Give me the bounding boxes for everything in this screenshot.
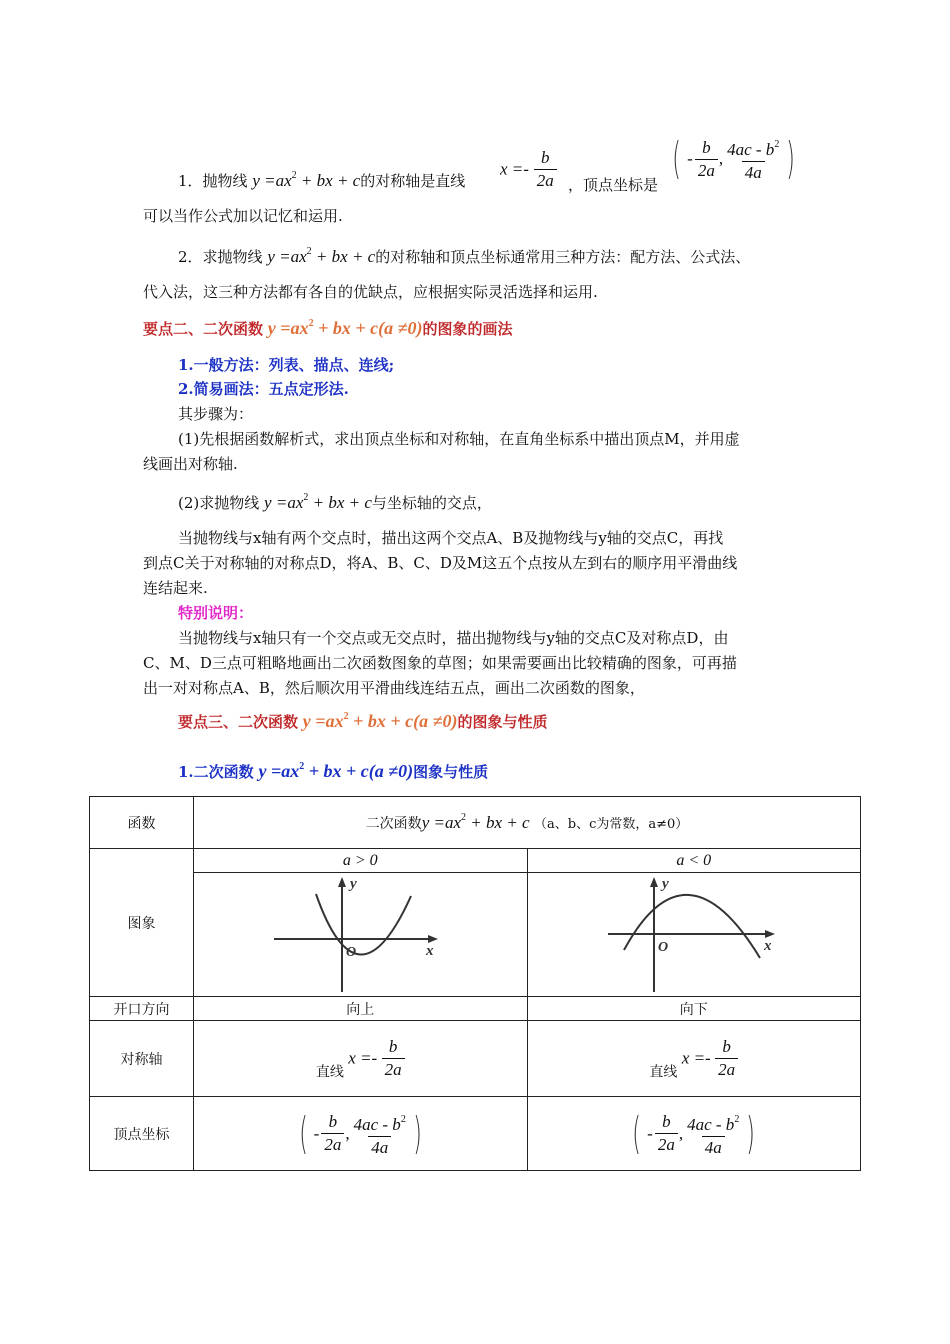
vertex-cell-positive: ( - $\frac{b}{2a}$ , $\frac{4ac - b^2}{4a}$ ) bbox=[194, 1097, 528, 1171]
row-label-graph: 图象 bbox=[90, 849, 194, 997]
col-header-a-positive: a > 0 bbox=[194, 849, 528, 873]
para2-line3: 出一对对称点A、B，然后顺次用平滑曲线连结五点，画出二次函数的图象， bbox=[143, 679, 645, 697]
axis-cell-positive: 直线 x =- $\frac{b}{2a}$ bbox=[194, 1021, 528, 1097]
method-general: 1.一般方法：列表、描点、连线; bbox=[178, 356, 395, 374]
para2-line2: C、M、D三点可粗略地画出二次函数图象的草图；如果需要画出比较精确的图象，可再描 bbox=[143, 654, 737, 672]
para1-line2: 到点C关于对称轴的对称点D，将A、B、C、D及M这五个点按从左到右的顺序用平滑曲线 bbox=[143, 554, 738, 572]
axis-cell-negative: 直线 x =- $\frac{b}{2a}$ bbox=[527, 1021, 861, 1097]
steps-intro: 其步骤为： bbox=[178, 405, 254, 423]
row-label-vertex: 顶点坐标 bbox=[90, 1097, 194, 1171]
p1-line bbox=[178, 170, 465, 191]
graph-upward-parabola bbox=[194, 873, 528, 997]
vertex-cell-negative: ( - $\frac{b}{2a}$ , $\frac{4ac - b^2}{4a}$ ) bbox=[527, 1097, 861, 1171]
step1-line2: 线画出对称轴. bbox=[143, 455, 238, 473]
quadratic-formula-with-condition: $y =ax^2$ + bx + c(a ≠0) bbox=[267, 318, 423, 338]
function-cell: 二次函数$y =ax^2$ + bx + c （a、b、c为常数，a≠0） bbox=[194, 797, 861, 849]
opening-down: 向下 bbox=[527, 997, 861, 1021]
row-label-axis: 对称轴 bbox=[90, 1021, 194, 1097]
axis-formula-top: x =- $\frac{b}{2a}$ bbox=[500, 147, 557, 192]
p1-text1: 抛物线 bbox=[202, 172, 248, 190]
row-label-opening: 开口方向 bbox=[90, 997, 194, 1021]
section-3-heading: 要点三、二次函数 $y =ax^2$ + bx + c(a ≠0)的图象与性质 bbox=[178, 711, 548, 731]
section-2-heading: 要点二、二次函数 $y =ax^2$ + bx + c(a ≠0)的图象的画法 bbox=[143, 318, 513, 338]
p1-number: 1． bbox=[178, 172, 203, 190]
fraction-b-over-2a: $\frac{b}{2a}$ bbox=[534, 147, 557, 192]
section-3-subheading: 1.二次函数 $y =ax^2$ + bx + c(a ≠0)图象与性质 bbox=[178, 761, 489, 781]
step2-line: (2)求抛物线 $y =ax^2$ + bx + c与坐标轴的交点， bbox=[178, 492, 492, 512]
graph-downward-parabola bbox=[527, 873, 861, 997]
step1-line1: (1)先根据函数解析式，求出顶点坐标和对称轴，在直角坐标系中描出顶点M，并用虚 bbox=[178, 430, 740, 448]
p1-continuation: 可以当作公式加以记忆和运用. bbox=[143, 207, 343, 225]
p1-text3: ，顶点坐标是 bbox=[568, 176, 659, 194]
p2-line: 2．求抛物线 $y =ax^2$ + bx + c的对称轴和顶点坐标通常用三种方法：配方法、公式法、 bbox=[178, 246, 751, 266]
svg-text:O: O bbox=[657, 939, 668, 955]
para1-line3: 连结起来. bbox=[143, 579, 208, 597]
para1-line1: 当抛物线与x轴有两个交点时，描出这两个交点A、B及抛物线与y轴的交点C，再找 bbox=[178, 529, 724, 547]
quadratic-formula: $y =ax^2$ + bx + c bbox=[267, 246, 376, 266]
p2-continuation: 代入法，这三种方法都有各自的优缺点，应根据实际灵活选择和运用. bbox=[143, 283, 598, 301]
vertex-formula-top: ( - $\frac{b}{2a}$ , $\frac{4ac - b^2}{4a}$ ) bbox=[672, 133, 796, 184]
svg-text:y: y bbox=[661, 875, 669, 892]
svg-text:O: O bbox=[346, 944, 357, 960]
svg-text:x: x bbox=[426, 942, 434, 959]
svg-text:x: x bbox=[763, 937, 772, 954]
quadratic-formula: $y =ax^2$ + bx + c bbox=[252, 170, 361, 190]
opening-up: 向上 bbox=[194, 997, 528, 1021]
properties-table bbox=[89, 796, 861, 1171]
method-simple: 2.简易画法：五点定形法. bbox=[178, 380, 349, 398]
col-header-a-negative: a < 0 bbox=[527, 849, 861, 873]
special-note-label: 特别说明： bbox=[178, 604, 254, 622]
p1-text2: 的对称轴是直线 bbox=[360, 172, 466, 190]
para2-line1: 当抛物线与x轴只有一个交点或无交点时，描出抛物线与y轴的交点C及对称点D，由 bbox=[178, 629, 729, 647]
row-label-function: 函数 bbox=[90, 797, 194, 849]
svg-text:y: y bbox=[350, 875, 357, 892]
